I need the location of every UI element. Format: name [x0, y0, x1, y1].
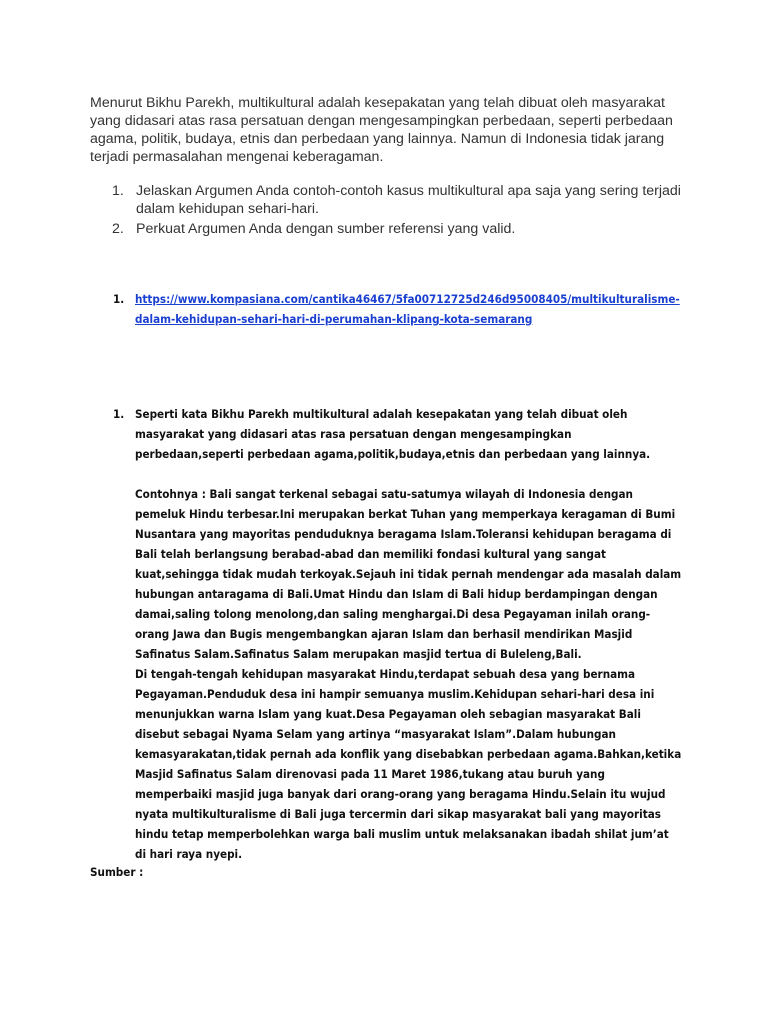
question-number: 1.	[112, 183, 124, 199]
reference-link[interactable]: https://www.kompasiana.com/cantika46467/5fa00712725d246d95008405/multikulturalisme-dalam-kehidupan-sehari-hari-di-perumahan-klipang-kota-semarang	[135, 292, 680, 326]
reference-item	[113, 289, 693, 329]
intro-paragraph: Menurut Bikhu Parekh, multikultural adalah kesepakatan yang telah dibuat oleh masyarakat yang didasari atas rasa persatuan dengan mengesampingkan perbedaan, seperti perbedaan agama, politik, budaya, etnis dan perbedaan yang lainnya. Namun di Indonesia tidak jarang terjadi permasalahan mengenai keberagaman.	[90, 95, 673, 165]
answer-number: 1.	[113, 407, 125, 421]
reference-number: 1.	[113, 292, 125, 306]
paragraph-spacer	[135, 464, 683, 484]
answer-item	[113, 404, 683, 864]
question-text: Perkuat Argumen Anda dengan sumber referensi yang valid.	[136, 221, 516, 237]
question-text: Jelaskan Argumen Anda contoh-contoh kasus multikultural apa saja yang sering terjadi dalam kehidupan sehari-hari.	[136, 183, 681, 217]
answer-paragraph-3: Di tengah-tengah kehidupan masyarakat Hindu,terdapat sebuah desa yang bernama Pegayaman.Penduduk desa ini hampir semuanya muslim.Kehidupan sehari-hari desa ini menunjukkan warna Islam yang kuat.Desa Pegayaman oleh sebagian masyarakat Bali disebut sebagai Nyama Selam yang artinya “masyarakat Islam”.Dalam hubungan kemasyarakatan,tidak pernah ada konflik yang disebabkan perbedaan agama.Bahkan,ketika Masjid Safinatus Salam direnovasi pada 11 Maret 1986,tukang atau buruh yang memperbaiki masjid juga banyak dari orang-orang yang beragama Hindu.Selain itu wujud nyata multikulturalisme di Bali juga tercermin dari sikap masyarakat bali yang mayoritas hindu tetap memperbolehkan warga bali muslim untuk melaksanakan ibadah shilat jum’at di hari raya nyepi.	[135, 667, 682, 861]
question-number: 2.	[112, 221, 124, 237]
answer-paragraph-1: Seperti kata Bikhu Parekh multikultural adalah kesepakatan yang telah dibuat oleh masyarakat yang didasari atas rasa persatuan dengan mengesampingkan perbedaan,seperti perbedaan agama,politik,budaya,etnis dan perbedaan yang lainnya.	[135, 407, 651, 461]
question-list	[112, 182, 682, 240]
question-item	[112, 182, 682, 218]
sumber-label: Sumber :	[90, 865, 144, 879]
answer-paragraph-2: Contohnya : Bali sangat terkenal sebagai satu-satumya wilayah di Indonesia dengan pemeluk Hindu terbesar.Ini merupakan berkat Tuhan yang memperkaya keragaman di Bumi Nusantara yang mayoritas penduduknya beragama Islam.Toleransi kehidupan beragama di Bali telah berlangsung berabad-abad dan memiliki fondasi kultural yang sangat kuat,sehingga tidak mudah terkoyak.Sejauh ini tidak pernah mendengar ada masalah dalam hubungan antaragama di Bali.Umat Hindu dan Islam di Bali hidup berdampingan dengan damai,saling tolong menolong,dan saling menghargai.Di desa Pegayaman inilah orang-orang Jawa dan Bugis mengembangkan ajaran Islam dan berhasil mendirikan Masjid Safinatus Salam.Safinatus Salam merupakan masjid tertua di Buleleng,Bali.	[135, 487, 682, 661]
question-item	[112, 220, 682, 238]
answer-body	[135, 404, 683, 864]
